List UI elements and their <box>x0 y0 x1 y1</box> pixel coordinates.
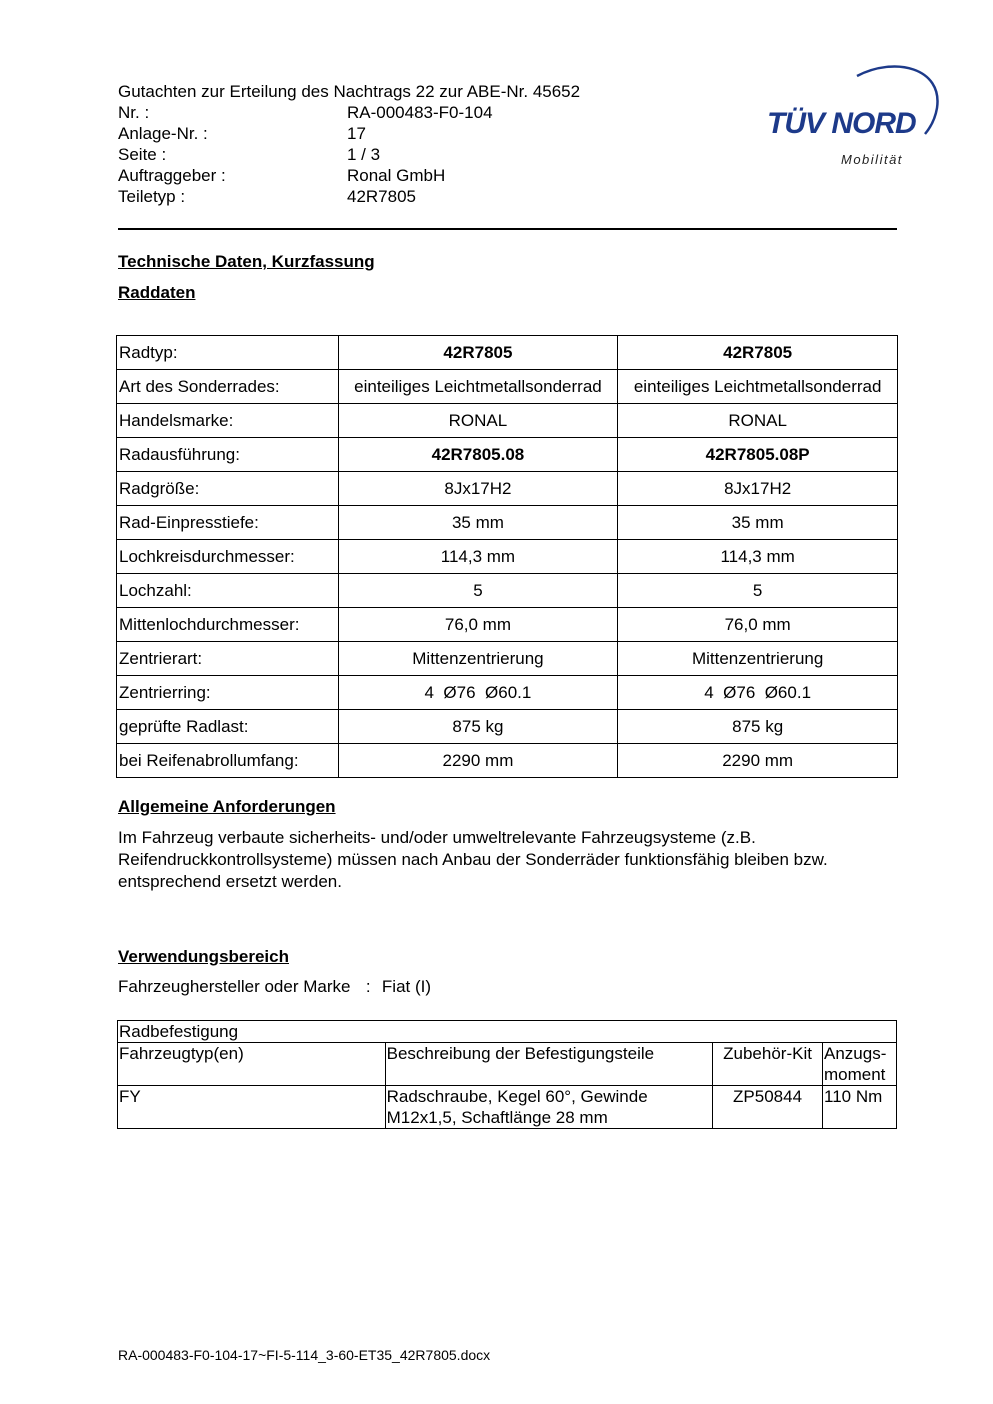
tuev-nord-logo <box>765 58 940 173</box>
manufacturer-value: Fiat (I) <box>381 977 432 996</box>
table-row <box>117 506 898 540</box>
mounting-table <box>117 1020 897 1129</box>
meta-value: 1 / 3 <box>347 145 381 164</box>
meta-key: Teiletyp : <box>118 187 186 206</box>
header-vehicle: Fahrzeugtyp(en) <box>118 1043 386 1086</box>
logo-subtitle: Mobilität <box>841 152 903 167</box>
cell-value: einteiliges Leichtmetallsonderrad <box>338 370 618 404</box>
meta-key: Auftraggeber : <box>118 166 226 185</box>
meta-row-auftraggeber <box>118 165 580 186</box>
paragraph-line: Im Fahrzeug verbaute sicherheits- und/oder umweltrelevante Fahrzeugsysteme (z.B. <box>118 828 756 847</box>
description-line: Radschraube, Kegel 60°, Gewinde <box>386 1087 648 1106</box>
manufacturer-line <box>118 977 431 997</box>
general-requirements-text <box>118 827 908 893</box>
table-row <box>117 710 898 744</box>
meta-value: RA-000483-F0-104 <box>347 103 493 122</box>
paragraph-line: entsprechend ersetzt werden. <box>118 872 342 891</box>
cell-value: 42R7805 <box>338 336 618 370</box>
cell-value: 2290 mm <box>618 744 898 778</box>
table-title-row <box>118 1021 897 1043</box>
manufacturer-separator: : <box>365 977 371 996</box>
description-line: M12x1,5, Schaftlänge 28 mm <box>386 1108 608 1127</box>
meta-key: Seite : <box>118 145 167 164</box>
table-row <box>117 676 898 710</box>
header-kit: Zubehör-Kit <box>713 1043 823 1086</box>
header-torque-line: moment <box>824 1065 886 1084</box>
cell-value: 42R7805.08 <box>338 438 618 472</box>
cell-value: 8Jx17H2 <box>618 472 898 506</box>
row-label: Radausführung: <box>117 438 339 472</box>
meta-row-teiletyp <box>118 186 580 207</box>
cell-value: 5 <box>338 574 618 608</box>
table-row <box>117 370 898 404</box>
meta-value: 17 <box>347 124 366 143</box>
row-label: Art des Sonderrades: <box>117 370 339 404</box>
section-heading-usage: Verwendungsbereich <box>118 947 289 966</box>
table-header-row <box>118 1043 897 1086</box>
document-header <box>118 81 580 207</box>
table-row <box>117 472 898 506</box>
cell-value: 114,3 mm <box>338 540 618 574</box>
section-heading-general: Allgemeine Anforderungen <box>118 797 336 816</box>
logo-wordmark: TÜV NORD <box>767 107 916 140</box>
cell-value: 76,0 mm <box>618 608 898 642</box>
cell-torque: 110 Nm <box>823 1086 897 1129</box>
cell-value: Mittenzentrierung <box>618 642 898 676</box>
cell-kit: ZP50844 <box>713 1086 823 1129</box>
mounting-table-title: Radbefestigung <box>118 1021 897 1043</box>
paragraph-line: Reifendruckkontrollsysteme) müssen nach Anbau der Sonderräder funktionsfähig bleiben bzw. <box>118 850 828 869</box>
section-heading-technical: Technische Daten, Kurzfassung <box>118 252 375 271</box>
cell-value: 8Jx17H2 <box>338 472 618 506</box>
table-row <box>117 438 898 472</box>
row-label: Zentrierart: <box>117 642 339 676</box>
table-row <box>117 642 898 676</box>
cell-value: 35 mm <box>618 506 898 540</box>
header-torque <box>823 1043 897 1086</box>
row-label: Radtyp: <box>117 336 339 370</box>
row-label: Handelsmarke: <box>117 404 339 438</box>
meta-value: 42R7805 <box>347 187 417 206</box>
row-label: Zentrierring: <box>117 676 339 710</box>
meta-row-seite <box>118 144 580 165</box>
cell-value: 42R7805 <box>618 336 898 370</box>
row-label: geprüfte Radlast: <box>117 710 339 744</box>
meta-row-nr <box>118 102 580 123</box>
cell-value: 875 kg <box>618 710 898 744</box>
row-label: Lochzahl: <box>117 574 339 608</box>
cell-value: Mittenzentrierung <box>338 642 618 676</box>
header-description: Beschreibung der Befestigungsteile <box>385 1043 712 1086</box>
cell-value: 42R7805.08P <box>618 438 898 472</box>
table-row <box>118 1086 897 1129</box>
cell-value: 4 Ø76 Ø60.1 <box>338 676 618 710</box>
row-label: bei Reifenabrollumfang: <box>117 744 339 778</box>
cell-value: 4 Ø76 Ø60.1 <box>618 676 898 710</box>
meta-key: Anlage-Nr. : <box>118 124 208 143</box>
row-label: Radgröße: <box>117 472 339 506</box>
document-title: Gutachten zur Erteilung des Nachtrags 22 zur ABE-Nr. 45652 <box>118 82 581 101</box>
header-torque-line: Anzugs- <box>824 1044 887 1063</box>
row-label: Lochkreisdurchmesser: <box>117 540 339 574</box>
table-row <box>117 336 898 370</box>
cell-value: 5 <box>618 574 898 608</box>
cell-value: 35 mm <box>338 506 618 540</box>
cell-description <box>385 1086 712 1129</box>
cell-value: RONAL <box>618 404 898 438</box>
meta-value: Ronal GmbH <box>347 166 446 185</box>
manufacturer-label: Fahrzeughersteller oder Marke <box>118 977 351 996</box>
cell-value: 2290 mm <box>338 744 618 778</box>
table-row <box>117 540 898 574</box>
section-heading-raddaten: Raddaten <box>118 283 196 302</box>
cell-value: 875 kg <box>338 710 618 744</box>
cell-value: RONAL <box>338 404 618 438</box>
cell-value: einteiliges Leichtmetallsonderrad <box>618 370 898 404</box>
row-label: Mittenlochdurchmesser: <box>117 608 339 642</box>
meta-key: Nr. : <box>118 103 150 122</box>
table-row <box>117 574 898 608</box>
table-row <box>117 404 898 438</box>
row-label: Rad-Einpresstiefe: <box>117 506 339 540</box>
wheel-data-table <box>116 335 898 778</box>
cell-value: 114,3 mm <box>618 540 898 574</box>
footer-filename: RA-000483-F0-104-17~FI-5-114_3-60-ET35_42R7805.docx <box>118 1347 491 1363</box>
header-divider <box>118 228 897 230</box>
cell-value: 76,0 mm <box>338 608 618 642</box>
table-row <box>117 744 898 778</box>
table-row <box>117 608 898 642</box>
cell-vehicle: FY <box>118 1086 386 1129</box>
meta-row-anlage <box>118 123 580 144</box>
